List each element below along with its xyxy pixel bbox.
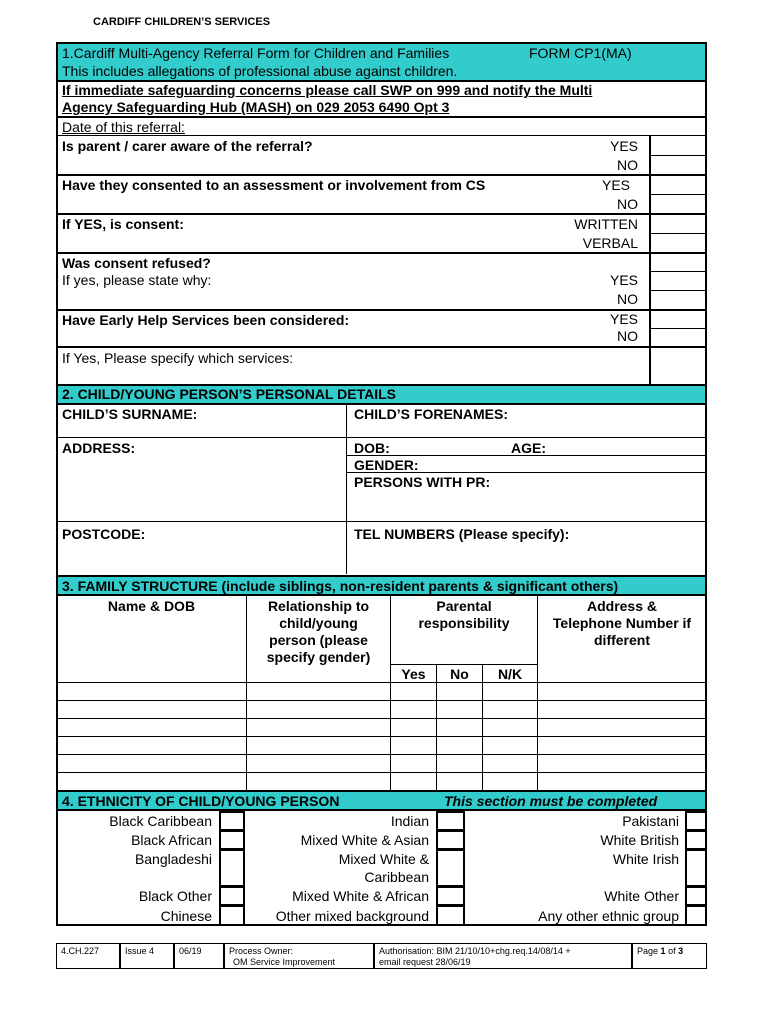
ethnicity-bangladeshi: Bangladeshi [134,851,212,867]
col-address-3: different [594,632,650,648]
col-relationship-2: child/young [279,615,358,631]
option-written: WRITTEN [574,216,638,232]
checkbox[interactable] [219,849,245,887]
question-parent-aware: Is parent / carer aware of the referral? [62,138,313,154]
option-yes: YES [609,138,638,154]
checkbox[interactable] [219,830,245,850]
checkbox[interactable] [436,830,465,850]
ethnicity-white-other: White Other [604,888,679,904]
checkbox[interactable] [685,886,707,906]
divider [56,252,707,254]
footer-auth-line2: email request 28/06/19 [379,957,471,967]
checkbox[interactable] [219,886,245,906]
table-row [57,736,706,737]
option-no: NO [617,328,638,344]
ethnicity-black-african: Black African [131,832,212,848]
ethnicity-mixed-white-caribbean-1: Mixed White & [338,851,429,867]
footer-issue-text: Issue 4 [125,946,155,956]
checkbox[interactable] [219,905,245,926]
col-nk: N/K [497,666,523,682]
question-services: If Yes, Please specify which services: [62,350,294,366]
checkbox-divider [651,233,706,234]
checkbox-divider [651,328,706,329]
footer-date [174,943,224,969]
question-consent-refused: Was consent refused? [62,255,211,271]
table-row [57,682,706,683]
footer-auth-line1: Authorisation: BIM 21/10/10+chg.req.14/08/14 + [379,946,571,956]
question-refused-why: If yes, please state why: [62,272,212,288]
checkbox[interactable] [436,905,465,926]
col-relationship-1: Relationship to [267,598,370,614]
section3-title: 3. FAMILY STRUCTURE (include siblings, non-resident parents & significant others) [62,578,619,594]
postcode-label: POSTCODE: [62,526,146,542]
question-early-help: Have Early Help Services been considered: [62,312,350,328]
table-row [57,700,706,701]
col-address-1: Address & [586,598,658,614]
org-header: CARDIFF CHILDREN’S SERVICES [93,16,271,28]
address-label: ADDRESS: [62,440,136,456]
childs-surname-label: CHILD’S SURNAME: [62,406,198,422]
footer-ref-text: 4.CH.227 [61,946,100,956]
checkbox[interactable] [685,905,707,926]
form-subtitle: This includes allegations of professional abuse against children. [62,63,458,79]
section2-title: 2. CHILD/YOUNG PERSON’S PERSONAL DETAILS [62,386,396,402]
checkbox[interactable] [436,811,465,831]
col-name-dob: Name & DOB [107,598,196,614]
footer-page-label: Page [637,946,659,956]
footer-page-total: 3 [678,946,684,956]
col-parental-2: responsibility [418,615,510,631]
footer-page-number: 1 [660,946,666,956]
section4-title: 4. ETHNICITY OF CHILD/YOUNG PERSON [62,793,340,809]
option-no: NO [617,157,638,173]
ethnicity-mixed-white-asian: Mixed White & Asian [300,832,429,848]
ethnicity-white-irish: White Irish [612,851,679,867]
option-no: NO [617,291,638,307]
checkbox-divider [651,155,706,156]
checkbox[interactable] [436,849,465,887]
option-verbal: VERBAL [582,235,638,251]
checkbox[interactable] [685,811,707,831]
checkbox-divider [651,290,706,291]
table-row [57,754,706,755]
question-consent-type: If YES, is consent: [62,216,184,232]
col-address-2: Telephone Number if [552,615,692,631]
ethnicity-black-caribbean: Black Caribbean [109,813,212,829]
form-code: FORM CP1(MA) [529,45,632,61]
column-divider [346,404,347,574]
divider [56,116,707,118]
divider [56,346,707,348]
question-consent-assessment: Have they consented to an assessment or involvement from CS [62,177,486,193]
gender-label: GENDER: [354,457,419,473]
divider [57,135,706,136]
footer-owner-label: Process Owner: [229,946,294,956]
form-title: 1.Cardiff Multi-Agency Referral Form for Children and Families [62,45,450,61]
footer-page-of: of [668,946,676,956]
divider [56,594,707,596]
option-yes: YES [601,177,630,193]
divider [56,403,707,405]
dob-label: DOB: [354,440,390,456]
tel-numbers-label: TEL NUMBERS (Please specify): [354,526,570,542]
ethnicity-black-other: Black Other [138,888,212,904]
checkbox-divider [651,194,706,195]
ethnicity-pakistani: Pakistani [622,813,679,829]
section4-note: This section must be completed [444,793,658,809]
col-no: No [450,666,469,682]
divider [57,437,706,438]
table-row [57,772,706,773]
footer-ref [56,943,120,969]
childs-forenames-label: CHILD’S FORENAMES: [354,406,508,422]
urgent-notice-line1: If immediate safeguarding concerns please call SWP on 999 and notify the Multi [62,82,593,98]
table-row [57,718,706,719]
option-yes: YES [609,272,638,288]
divider [56,213,707,215]
checkbox[interactable] [219,811,245,831]
divider [56,809,707,811]
ethnicity-other-mixed: Other mixed background [275,908,429,924]
option-no: NO [617,196,638,212]
age-label: AGE: [511,440,546,456]
urgent-notice-line2: Agency Safeguarding Hub (MASH) on 029 2053 6490 Opt 3 [62,99,450,115]
divider [56,174,707,176]
ethnicity-chinese: Chinese [160,908,212,924]
footer-page [632,943,707,969]
ethnicity-mixed-white-caribbean-2: Caribbean [364,869,429,885]
checkbox[interactable] [685,849,707,887]
checkbox-divider [651,271,706,272]
divider [347,472,706,473]
persons-with-pr-label: PERSONS WITH PR: [354,474,491,490]
checkbox[interactable] [685,830,707,850]
col-relationship-3: person (please [269,632,368,648]
divider [57,521,706,522]
ethnicity-white-british: White British [600,832,679,848]
date-of-referral-label: Date of this referral: [62,119,185,135]
ethnicity-indian: Indian [390,813,429,829]
option-yes: YES [609,311,638,327]
col-yes: Yes [401,666,426,682]
checkbox[interactable] [436,886,465,906]
ethnicity-mixed-white-african: Mixed White & African [292,888,429,904]
footer-authorisation [374,943,632,969]
footer-issue [120,943,174,969]
footer-owner-value: OM Service Improvement [233,957,336,967]
footer-date-text: 06/19 [179,946,202,956]
footer-owner [224,943,374,969]
ethnicity-any-other: Any other ethnic group [538,908,679,924]
col-relationship-4: specify gender) [266,649,371,665]
divider [391,664,537,665]
divider [347,455,706,456]
col-parental-1: Parental [436,598,492,614]
